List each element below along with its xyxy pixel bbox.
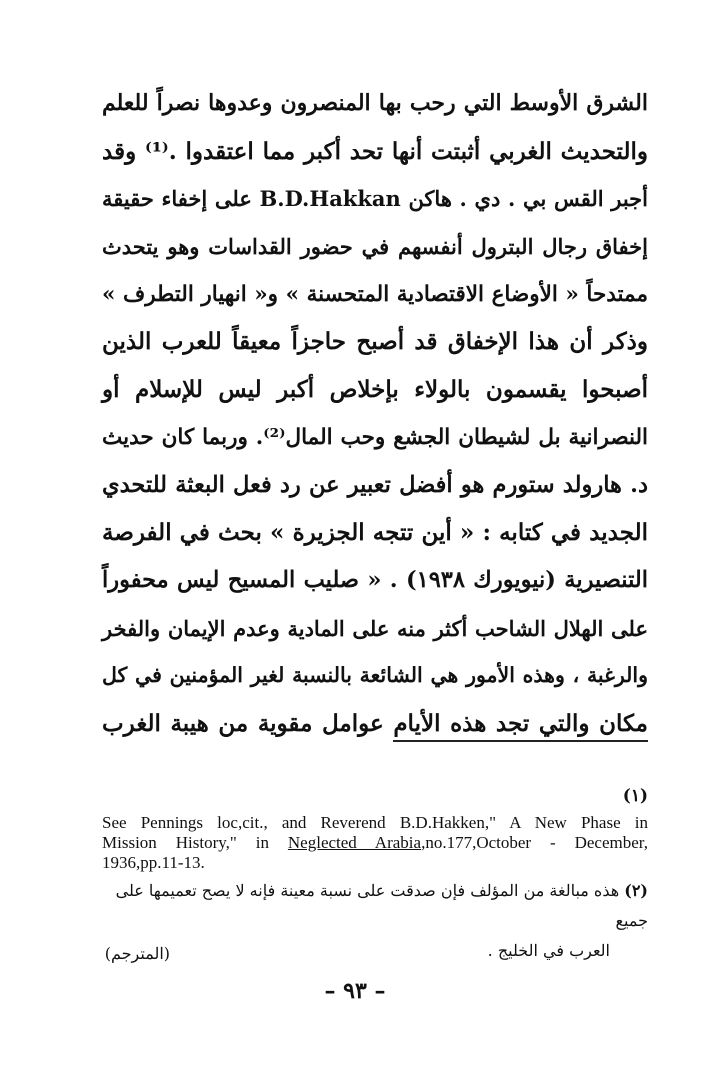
main-paragraph [102, 80, 648, 748]
footnote-separator [393, 740, 648, 742]
footnote-1-line: 1936,pp.11-13. [102, 853, 205, 872]
text-line: والرغبة ، وهذه الأمور هي الشائعة بالنسبة لغير المؤمنين في كل [102, 663, 648, 688]
text-line: أصبحوا يقسمون بالولاء بإخلاص أكبر ليس للإسلام أو [102, 376, 648, 404]
footnote-2 [102, 876, 648, 966]
footnote-2-line: العرب في الخليج . [487, 941, 610, 960]
translator-note: (المترجم) [104, 944, 170, 963]
footnote-1-line [102, 833, 648, 853]
text-line: الشرق الأوسط التي رحب بها المنصرون وعدوها نصراً للعلم [102, 90, 648, 116]
page-number: – ٩٣ – [324, 978, 386, 1004]
footnote-1-line: See Pennings loc,cit., and Reverend B.D.Hakken," A New Phase in [102, 813, 648, 832]
footnote-2-text: هذه مبالغة من المؤلف فإن صدقت على نسبة معينة فإنه لا يصح تعميمها على جميع [115, 881, 648, 930]
text-line: النصرانية بل لشيطان الجشع وحب المال⁽²⁾. وربما كان حديث [102, 424, 649, 450]
footnote-1-number: (١) [622, 786, 648, 806]
footnote-1-fragment: ,no.177,October - December, [421, 833, 649, 852]
text-line: إخفاق رجال البترول أنفسهم في حضور القداسات وهو يتحدث [102, 234, 648, 260]
text-line: التنصيرية (نيويورك ١٩٣٨) . « صليب المسيح ليس محفوراً [102, 566, 648, 593]
text-line: على الهلال الشاحب أكثر منه على المادية وعدم الإيمان والفخر [102, 615, 648, 641]
text-line: والتحديث الغربي أثبتت أنها تحد أكبر مما اعتقدوا .⁽¹⁾ وقد [102, 137, 648, 165]
footnote-1-journal-title: Neglected Arabia [287, 833, 422, 852]
text-line: الجديد في كتابه : « أين تتجه الجزيرة » بحث في الفرصة [102, 519, 648, 547]
footnote-2-line [102, 876, 648, 936]
text-line: أجبر القس بي . دي . هاكن B.D.Hakkan على إخفاء حقيقة [102, 186, 648, 212]
footnote-1-text [102, 813, 648, 873]
text-line: د. هارولد ستورم هو أفضل تعبير عن رد فعل البعثة للتحدي [102, 471, 648, 498]
text-line: ممتدحاً « الأوضاع الاقتصادية المتحسنة » و« انهيار التطرف » [102, 281, 648, 307]
footnote-2-number: (٢) [624, 881, 648, 900]
text-line: وذكر أن هذا الإخفاق قد أصبح حاجزاً معيقاً للعرب الذين [102, 328, 648, 356]
footnote-1-fragment: Mission History," in [102, 833, 288, 852]
text-line: مكان والتي تجد هذه الأيام عوامل مقوية من هيبة الغرب [102, 709, 648, 737]
